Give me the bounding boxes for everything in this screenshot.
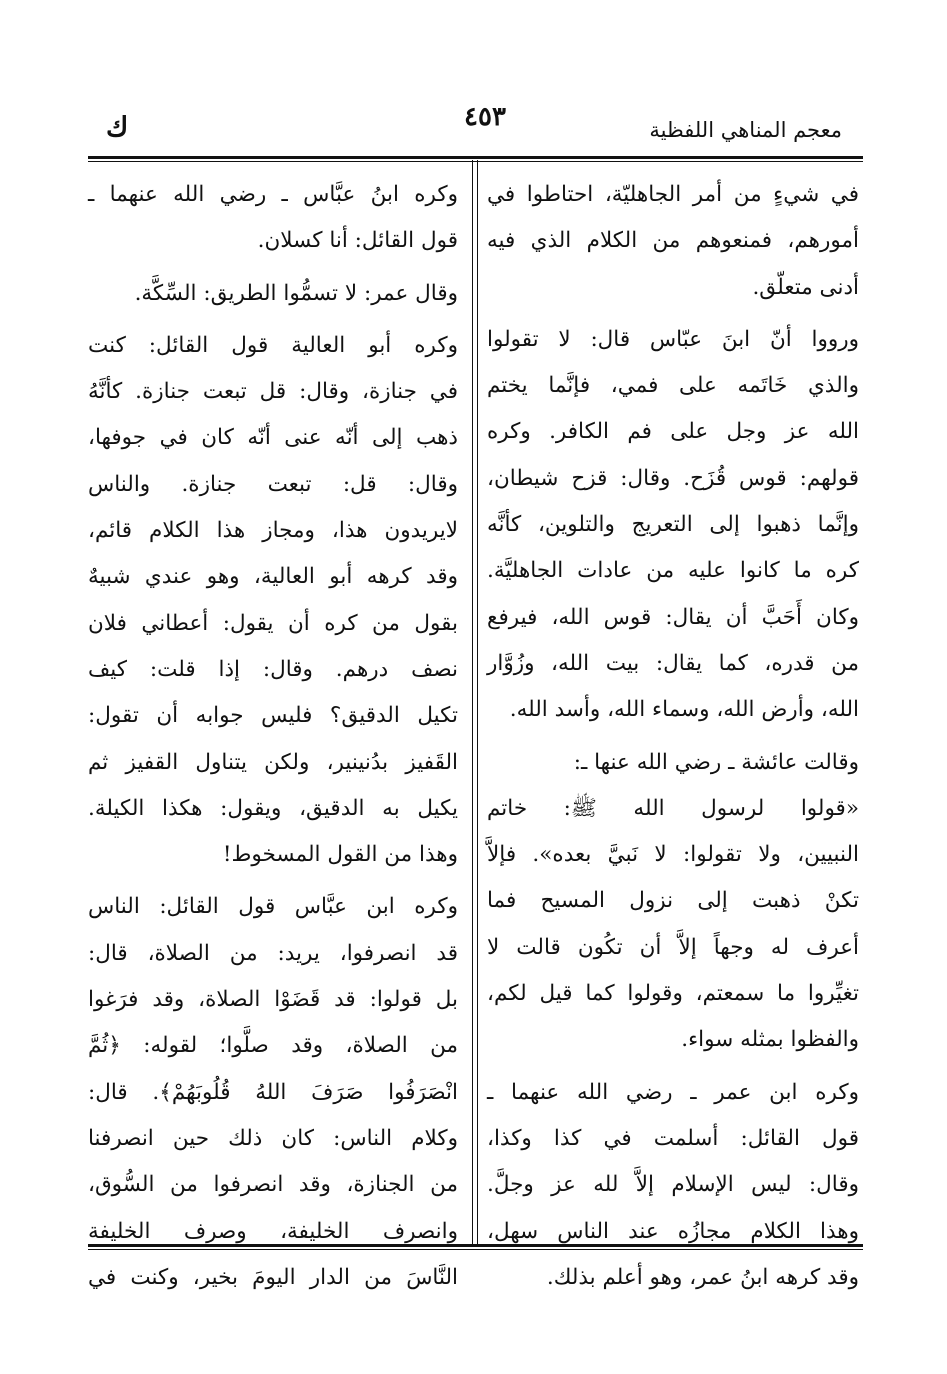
text-line: وكلام الناس: كان ذلك حين انصرفنا	[88, 1125, 458, 1151]
column-divider-right-line	[477, 160, 478, 1246]
text-line: ورووا أنّ ابنَ عبّاس قال: لا تقولوا	[487, 326, 859, 352]
text-line: وقال عمر: لا تسمُّوا الطريق: السِّكَّة.	[134, 280, 458, 306]
text-line: تغيِّروا ما سمعتم، وقولوا كما قيل لكم،	[487, 981, 859, 1007]
text-line: من قدره، كما يقال: بيت الله، وزُوَّار	[487, 650, 859, 676]
footer-rule-thin	[88, 1249, 863, 1250]
text-line: كره ما كانوا عليه من عادات الجاهليَّة.	[487, 558, 859, 584]
header-rule-thick	[88, 156, 863, 159]
text-line: «قولوا لرسول الله ﷺ: خاتم	[487, 795, 859, 821]
text-line: وكره ابن عبَّاس قول القائل: الناس	[88, 894, 458, 920]
text-line: أدنى متعلّق.	[752, 274, 859, 300]
text-line: قول القائل: أسلمت في كذا وكذا،	[487, 1125, 859, 1151]
text-line: انْصَرَفُوا صَرَفَ اللهُ قُلُوبَهُمْ﴾. قال:	[88, 1079, 458, 1105]
text-line: في شيءٍ من أمر الجاهليّة، احتاطوا في	[487, 182, 859, 207]
left-text-column	[88, 172, 458, 1290]
text-line: النَّاسَ من الدار اليومَ بخير، وكنت في	[88, 1264, 458, 1290]
text-line: أعرف له وجهاً إلاَّ أن تكُون قالت لا	[487, 934, 859, 960]
text-line: من الجنازة، وقد انصرفوا من السُّوق،	[88, 1172, 458, 1198]
text-line: وانصرف الخليفة، وصرف الخليفة	[88, 1218, 458, 1244]
text-line: وهذا من القول المسخوط!	[222, 842, 458, 868]
right-text-column	[487, 172, 859, 1290]
footer-rule-thick	[88, 1244, 863, 1247]
text-line: وكره ابن عمر ـ رضي الله عنهما ـ	[487, 1079, 859, 1105]
text-line: وقال: ليس الإسلام إلاَّ لله عز وجلَّ.	[487, 1172, 859, 1198]
text-line: بل قولوا: قد قَضَوْا الصلاة، وقد فرَغوا	[88, 987, 458, 1013]
text-line: لايريدون هذا، ومجاز هذا الكلام قائم،	[88, 518, 458, 544]
text-line: وقال: قل: تبعت جنازة. والناس	[88, 471, 458, 497]
text-line: الله عز وجل على فم الكافر. وكره	[487, 419, 859, 445]
text-line: أمورهم، فمنعوهم من الكلام الذي فيه	[487, 228, 859, 254]
text-line: يكيل به الدقيق، ويقول: هكذا الكيلة.	[88, 795, 458, 821]
text-line: والذي خَاتَمه على فمي، فإنَّما يختم	[487, 373, 859, 399]
text-line: قول القائل: أنا كسلان.	[257, 228, 458, 254]
text-line: وقد كرهه أبو العالية، وهو عندي شبيهٌ	[88, 564, 458, 590]
text-line: وقد كرهه ابنُ عمر، وهو أعلم بذلك.	[546, 1264, 859, 1290]
column-divider-left-line	[472, 160, 473, 1246]
text-line: تكيل الدقيق؟ فليس جوابه أن تقول:	[88, 703, 458, 729]
text-line: القَفيز بدُنينير، ولكن يتناول القفيز ثم	[88, 749, 458, 775]
header-rule-thin	[88, 161, 863, 162]
text-line: الله، وأرض الله، وسماء الله، وأسد الله.	[509, 697, 859, 723]
text-line: وإنَّما ذهبوا إلى التعريج والتلوين، كأنَّه	[487, 512, 859, 538]
page-number: ٤٥٣	[464, 102, 506, 132]
text-line: وهذا الكلام مجازُه عند الناس سهل،	[487, 1218, 859, 1244]
text-line: قولهم: قوس قُزَح. وقال: قزح شيطان،	[487, 465, 859, 491]
text-line: وكره أبو العالية قول القائل: كنت	[88, 332, 458, 358]
signature-letter: ك	[106, 112, 129, 143]
text-line: وكره ابنُ عبَّاس ـ رضي الله عنهما ـ	[88, 182, 458, 207]
running-title: معجم المناهي اللفظية	[649, 118, 842, 142]
text-line: نصف درهم. وقال: إذا قلت: كيف	[88, 656, 458, 682]
text-line: قد انصرفوا، يريد: من الصلاة، قال:	[88, 940, 458, 966]
text-line: في جنازة، وقال: قل تبعت جنازة. كأنَّهُ	[88, 379, 458, 405]
text-line: النبيين، ولا تقولوا: لا نَبيَّ بعده». فإلاَّ	[487, 842, 859, 868]
text-line: بقول من كره أن يقول: أعطاني فلان	[88, 610, 458, 636]
text-line: تكنْ ذهبت إلى نزول المسيح فما	[487, 888, 859, 914]
text-line: وقالت عائشة ـ رضي الله عنها ـ:	[573, 749, 859, 775]
text-line: ذهب إلى أنّه عنى أنّه كان في جوفها،	[88, 425, 458, 451]
text-line: وكان أَحَبَّ أن يقال: قوس الله، فيرفع	[487, 604, 859, 630]
text-line: والفظوا بمثله سواء.	[681, 1027, 859, 1053]
text-line: من الصلاة، وقد صلَّوا؛ لقوله: ﴿ثُمَّ	[88, 1033, 458, 1059]
